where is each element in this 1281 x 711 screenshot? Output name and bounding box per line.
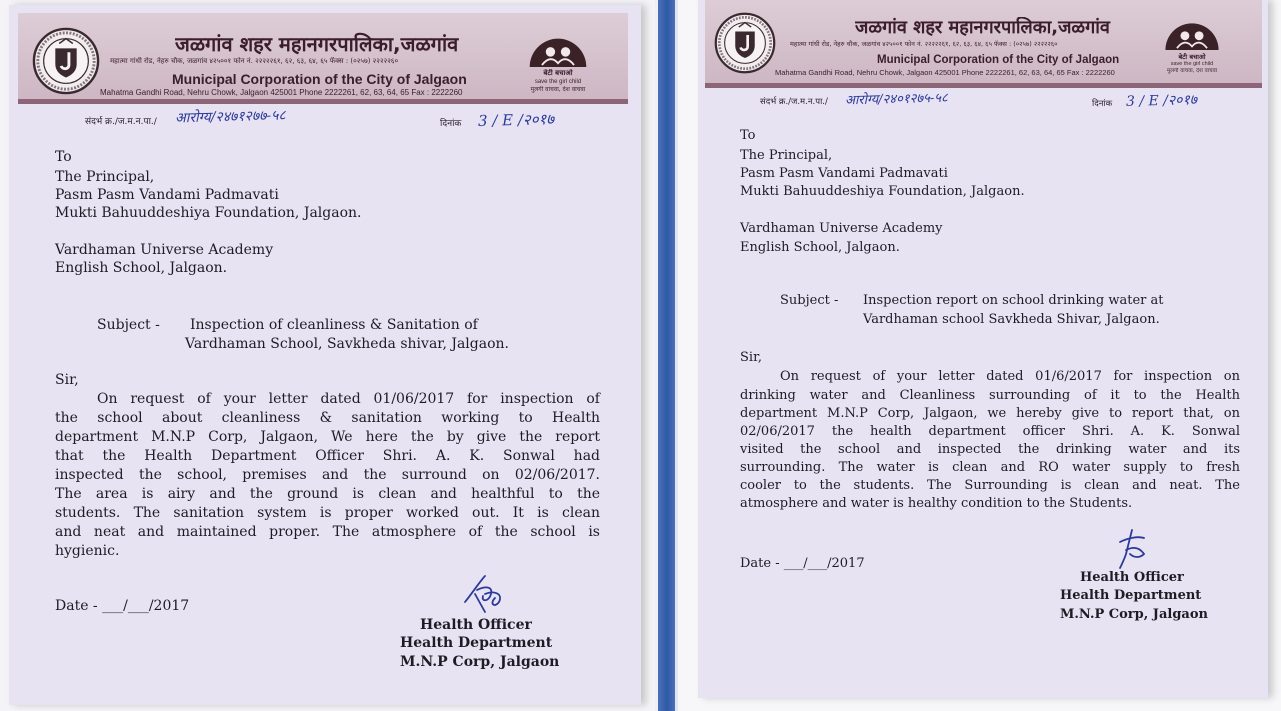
campaign-slogan: मुलगी वाचवा, देश वाचवा	[1166, 68, 1218, 74]
panel-divider	[655, 0, 678, 711]
school-line: English School, Jalgaon.	[55, 260, 228, 276]
body-line: inspected the school, premises and the surround on 02/06/2017.	[55, 467, 600, 483]
date-handwritten: 3 / E /२०१७	[1125, 92, 1198, 110]
subject-line: Vardhaman school Savkheda Shivar, Jalgaon.	[863, 312, 1160, 327]
school-line: Vardhaman Universe Academy	[740, 221, 943, 236]
body-line: that the Health Department Officer Shri. A. K. Sonwal had	[55, 448, 600, 464]
letterhead-address-marathi: महात्मा गांधी रोड, नेहरु चौक, जळगांव ४२५००१ फोन नं. २२२२२६१, ६२, ६३, ६४, ६५ फॅक्स : (०२५७) २२२२२६०	[790, 40, 1058, 48]
campaign-slogan: मुलगी वाचवा, देश वाचवा	[530, 86, 586, 93]
letterhead-address-english: Mahatma Gandhi Road, Nehru Chowk, Jalgaon 425001 Phone 2222261, 62, 63, 64, 65 Fax : 2222260	[100, 88, 463, 97]
signatory-title: Health Officer	[420, 617, 532, 633]
recipient-line: The Principal,	[55, 169, 155, 185]
signature-icon	[455, 572, 515, 617]
date-line: Date - ___/___/2017	[55, 598, 190, 614]
subject-line: Vardhaman School, Savkheda shivar, Jalgaon.	[185, 336, 509, 352]
reference-number-handwritten: आरोग्य/२४७१२७७-५८	[174, 107, 286, 127]
letterhead-title-marathi: जळगांव शहर महानगरपालिका,जळगांव	[855, 17, 1110, 38]
body-line: surrounding. The water is clean and RO water supply to fresh	[740, 460, 1240, 475]
signatory-department: Health Department	[400, 635, 553, 651]
recipient-line: The Principal,	[740, 148, 833, 163]
body-line: The area is airy and the ground is clean and healthful to the	[55, 486, 600, 502]
beti-bachao-logo-icon	[525, 31, 591, 69]
campaign-english: save the girl child	[534, 79, 582, 85]
salutation: Sir,	[740, 350, 762, 365]
recipient-line: Pasm Pasm Vandami Padmavati	[55, 187, 279, 203]
address-to: To	[740, 128, 756, 143]
signature-icon	[1110, 528, 1155, 570]
campaign-english: save the girl child	[1170, 61, 1214, 67]
date-label: दिनांक	[440, 119, 462, 129]
letterhead-address-english: Mahatma Gandhi Road, Nehru Chowk, Jalgaon 425001 Phone 2222261, 62, 63, 64, 65 Fax : 2222260	[775, 68, 1115, 77]
subject-label: Subject -	[780, 293, 839, 308]
body-line: students. The sanitation system is proper worked out. It is clean	[55, 505, 600, 521]
body-line: atmosphere and water is healthy condition to the Students.	[740, 496, 1133, 511]
body-line: department M.N.P Corp, Jalgaon, We here the by give the report	[55, 429, 600, 445]
recipient-line: Mukti Bahuuddeshiya Foundation, Jalgaon.	[55, 205, 362, 221]
address-to: To	[55, 149, 72, 165]
reference-label: संदर्भ क्र./ज.म.न.पा./	[760, 97, 828, 107]
body-line: the school about cleanliness & sanitation working to Health	[55, 410, 600, 426]
signatory-organization: M.N.P Corp, Jalgaon	[400, 654, 560, 670]
body-line: On request of your letter dated 01/06/2017 for inspection of	[97, 391, 600, 407]
subject-line: Inspection of cleanliness & Sanitation of	[190, 317, 478, 333]
signatory-title: Health Officer	[1080, 570, 1184, 585]
letterhead-title-marathi: जळगांव शहर महानगरपालिका,जळगांव	[175, 32, 459, 56]
body-line: cooler to the students. The Surrounding is clean and neat. The	[740, 478, 1240, 493]
body-line: and neat and maintained proper. The atmosphere of the school is	[55, 524, 600, 540]
signatory-department: Health Department	[1060, 588, 1202, 603]
letterhead-address-marathi: महात्मा गांधी रोड, नेहरु चौक, जळगांव ४२५००१ फोन नं. २२२२२६१, ६२, ६३, ६४, ६५ फॅक्स : (०२५७) २२२२२६०	[110, 57, 399, 65]
letter-right	[678, 0, 1281, 711]
letterhead	[18, 13, 628, 104]
date-line: Date - ___/___/2017	[740, 556, 865, 571]
body-line: hygienic.	[55, 543, 120, 559]
date-label: दिनांक	[1092, 99, 1113, 109]
body-line: drinking water and Cleanliness surrounding of it to the Health	[740, 388, 1240, 403]
school-line: English School, Jalgaon.	[740, 240, 900, 255]
letterhead	[705, 0, 1262, 88]
subject-line: Inspection report on school drinking water at	[863, 293, 1164, 308]
municipal-seal-icon	[32, 27, 100, 95]
date-handwritten: 3 / E /२०१७	[477, 110, 555, 130]
beti-bachao-logo-icon	[1161, 16, 1223, 52]
recipient-line: Mukti Bahuuddeshiya Foundation, Jalgaon.	[740, 184, 1025, 199]
letterhead-title-english: Municipal Corporation of the City of Jalgaon	[877, 54, 1120, 66]
salutation: Sir,	[55, 372, 79, 388]
campaign-title: बेटी बचाओ	[1178, 53, 1206, 61]
municipal-seal-icon	[714, 12, 776, 74]
subject-label: Subject -	[97, 317, 160, 333]
reference-label: संदर्भ क्र./ज.म.न.पा./	[85, 117, 157, 127]
signatory-organization: M.N.P Corp, Jalgaon	[1060, 607, 1208, 622]
body-line: visited the school and inspected the drinking water and its	[740, 442, 1240, 457]
reference-number-handwritten: आरोग्य/२४०१२७५-५८	[844, 90, 948, 109]
school-line: Vardhaman Universe Academy	[55, 242, 274, 258]
body-line: 02/06/2017 the health department officer Shri. A. K. Sonwal	[740, 424, 1240, 439]
recipient-line: Pasm Pasm Vandami Padmavati	[740, 166, 948, 181]
campaign-title: बेटी बचाओ	[543, 69, 573, 77]
body-line: department M.N.P Corp, Jalgaon, we hereby give to report that, on	[740, 406, 1240, 421]
letterhead-title-english: Municipal Corporation of the City of Jalgaon	[172, 71, 467, 87]
body-line: On request of your letter dated 01/6/2017 for inspection on	[780, 369, 1240, 384]
